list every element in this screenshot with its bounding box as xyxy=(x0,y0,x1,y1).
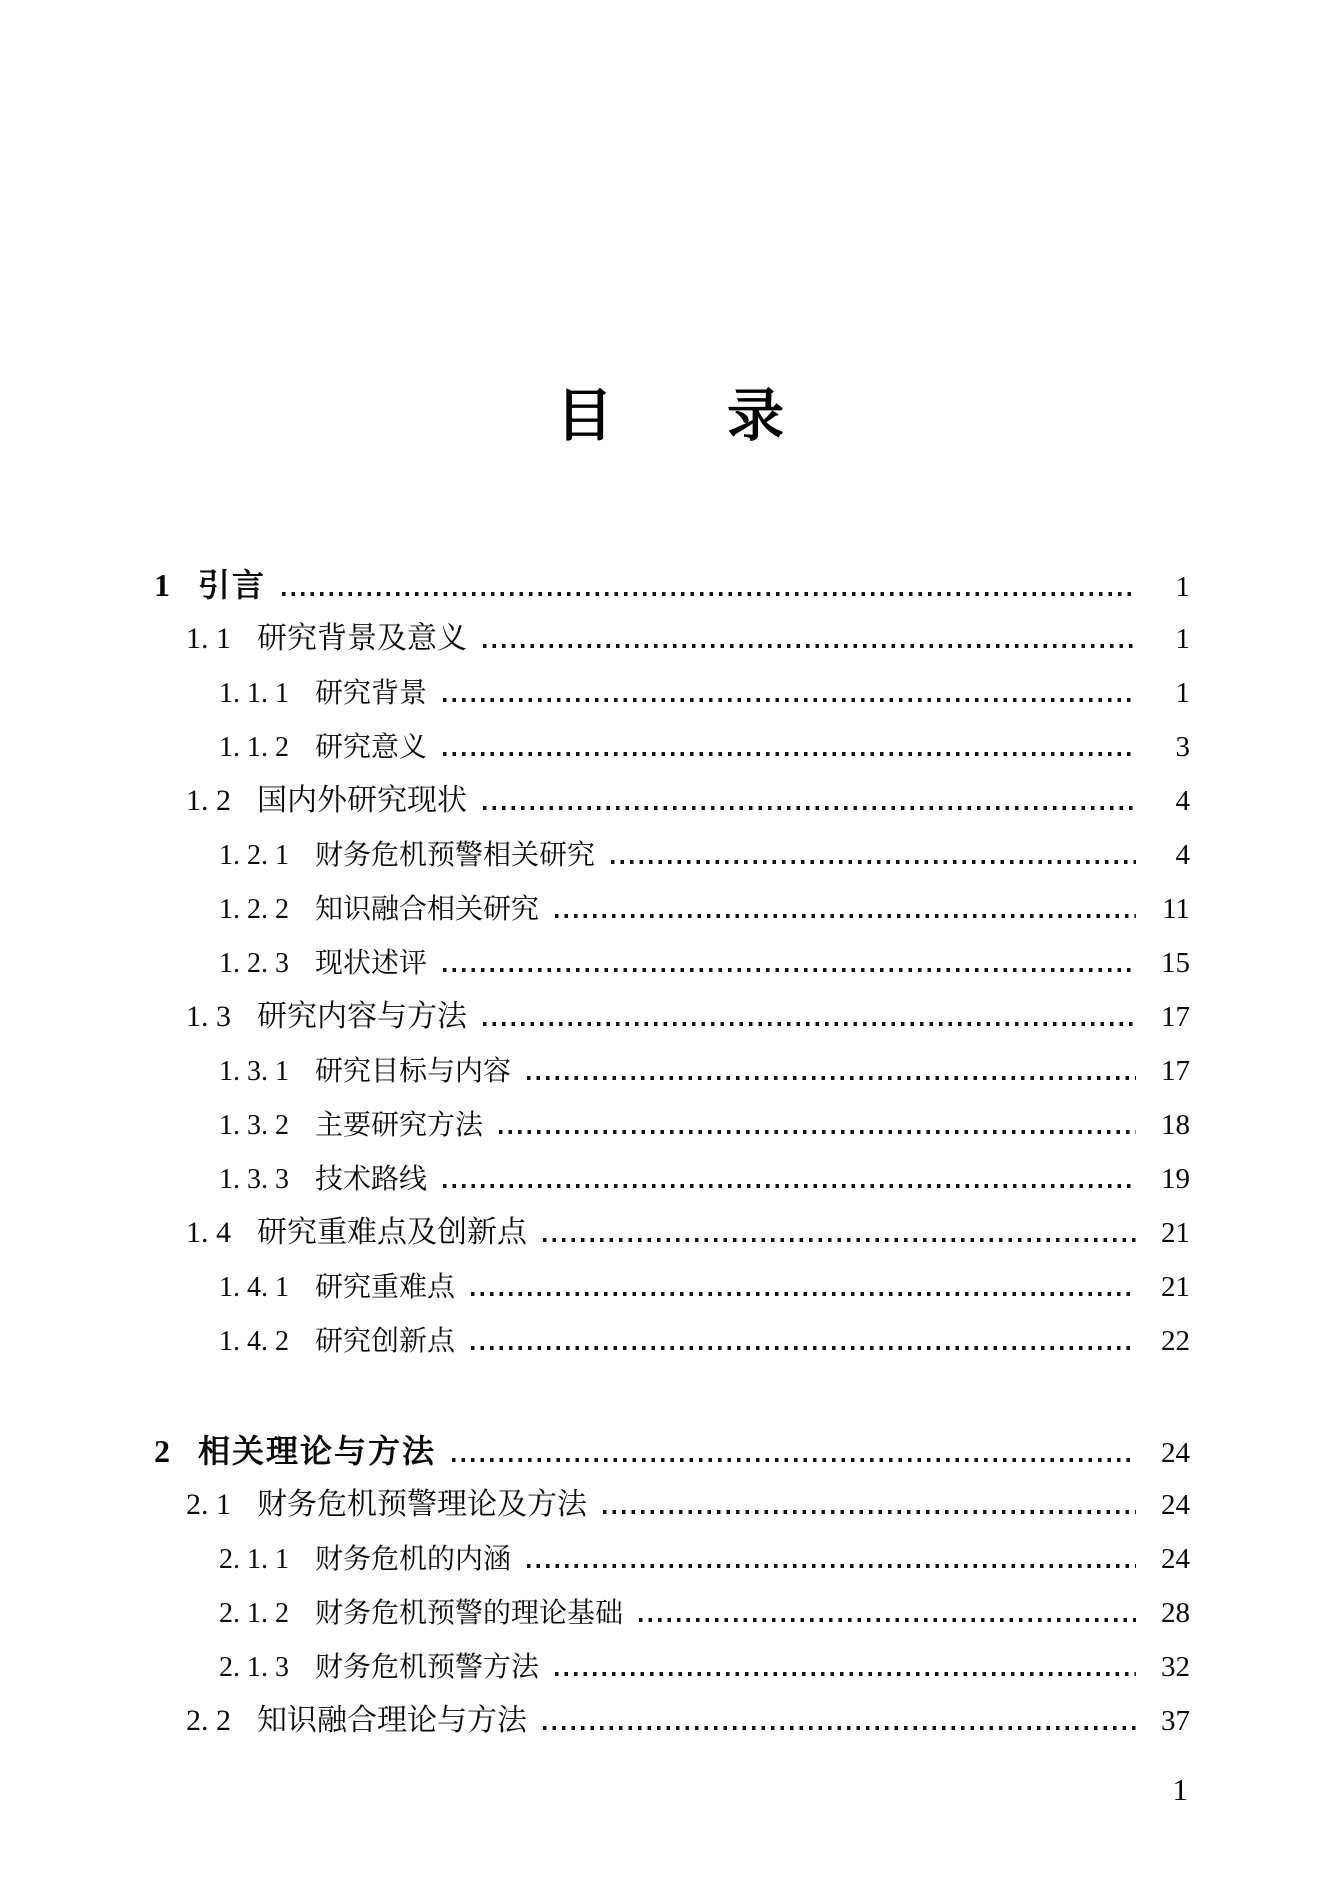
entry-title: 研究创新点 xyxy=(315,1326,456,1357)
entry-title: 财务危机预警方法 xyxy=(315,1652,540,1683)
entry-page-number: 11 xyxy=(1162,893,1190,925)
toc-entry xyxy=(154,882,1190,936)
dot-leader xyxy=(471,1292,1136,1296)
entry-title: 研究内容与方法 xyxy=(257,1000,467,1033)
toc-entry xyxy=(154,612,1190,666)
toc-entry xyxy=(154,1532,1190,1586)
entry-title: 引言 xyxy=(198,567,267,603)
entry-number: 1. 3. 2 xyxy=(219,1110,289,1141)
dot-leader xyxy=(527,1076,1136,1080)
dot-leader xyxy=(639,1618,1136,1622)
entry-number: 1. 2. 1 xyxy=(219,840,289,871)
entry-page-number: 4 xyxy=(1175,839,1190,871)
entry-title: 研究重难点及创新点 xyxy=(257,1216,527,1249)
footer-page-number: 1 xyxy=(1172,1772,1188,1807)
toc-entry xyxy=(154,774,1190,828)
entry-page-number: 24 xyxy=(1161,1437,1190,1469)
entry-page-number: 17 xyxy=(1161,1001,1190,1033)
entry-number: 1. 2. 3 xyxy=(219,948,289,979)
toc-entry xyxy=(154,666,1190,720)
dot-leader xyxy=(555,914,1136,918)
entry-page-number: 4 xyxy=(1175,785,1190,817)
entry-page-number: 3 xyxy=(1175,731,1190,763)
dot-leader xyxy=(443,698,1136,702)
entry-number: 2. 2 xyxy=(186,1704,231,1737)
dot-leader xyxy=(483,806,1136,810)
entry-page-number: 18 xyxy=(1161,1109,1190,1141)
entry-page-number: 1 xyxy=(1175,677,1190,709)
dot-leader xyxy=(282,592,1136,596)
toc-entry xyxy=(154,1694,1190,1748)
toc-entry xyxy=(154,1640,1190,1694)
entry-number: 2 xyxy=(154,1433,170,1469)
entry-title: 知识融合相关研究 xyxy=(315,894,540,925)
entry-page-number: 1 xyxy=(1175,623,1190,655)
entry-number: 1. 3. 3 xyxy=(219,1164,289,1195)
page-title: 目 录 xyxy=(556,385,784,448)
dot-leader xyxy=(543,1238,1136,1242)
toc-entry xyxy=(154,1586,1190,1640)
toc-list xyxy=(154,558,1190,1748)
toc-entry xyxy=(154,1206,1190,1260)
entry-title: 研究背景及意义 xyxy=(257,622,467,655)
entry-number: 1. 1. 2 xyxy=(219,732,289,763)
dot-leader xyxy=(555,1672,1136,1676)
dot-leader xyxy=(443,1184,1136,1188)
entry-page-number: 22 xyxy=(1161,1325,1190,1357)
entry-page-number: 37 xyxy=(1161,1705,1190,1737)
toc-entry xyxy=(154,720,1190,774)
entry-number: 2. 1 xyxy=(186,1488,231,1521)
entry-title: 财务危机预警的理论基础 xyxy=(315,1598,624,1629)
dot-leader xyxy=(611,860,1136,864)
toc-entry xyxy=(154,1044,1190,1098)
toc-entry xyxy=(154,1152,1190,1206)
entry-number: 2. 1. 3 xyxy=(219,1652,289,1683)
entry-number: 1. 3 xyxy=(186,1000,231,1033)
entry-title: 知识融合理论与方法 xyxy=(257,1704,527,1737)
dot-leader xyxy=(603,1510,1136,1514)
entry-number: 1. 2. 2 xyxy=(219,894,289,925)
entry-number: 2. 1. 1 xyxy=(219,1544,289,1575)
toc-entry xyxy=(154,936,1190,990)
entry-title: 国内外研究现状 xyxy=(257,784,467,817)
dot-leader xyxy=(443,968,1136,972)
dot-leader xyxy=(452,1458,1136,1462)
entry-number: 1. 4. 2 xyxy=(219,1326,289,1357)
entry-title: 现状述评 xyxy=(315,948,428,979)
entry-title: 研究重难点 xyxy=(315,1272,456,1303)
toc-entry xyxy=(154,1314,1190,1368)
entry-page-number: 17 xyxy=(1161,1055,1190,1087)
entry-number: 1. 3. 1 xyxy=(219,1056,289,1087)
toc-entry xyxy=(154,990,1190,1044)
dot-leader xyxy=(543,1726,1136,1730)
toc-entry xyxy=(154,1260,1190,1314)
entry-page-number: 24 xyxy=(1161,1489,1190,1521)
entry-number: 1. 1 xyxy=(186,622,231,655)
entry-title: 财务危机预警相关研究 xyxy=(315,840,596,871)
entry-page-number: 21 xyxy=(1161,1271,1190,1303)
toc-entry xyxy=(154,1424,1190,1478)
entry-title: 财务危机预警理论及方法 xyxy=(257,1488,587,1521)
entry-number: 1. 4 xyxy=(186,1216,231,1249)
entry-number: 1. 4. 1 xyxy=(219,1272,289,1303)
toc-entry xyxy=(154,828,1190,882)
entry-number: 2. 1. 2 xyxy=(219,1598,289,1629)
entry-title: 技术路线 xyxy=(315,1164,428,1195)
entry-title: 财务危机的内涵 xyxy=(315,1544,512,1575)
dot-leader xyxy=(499,1130,1136,1134)
entry-title: 研究意义 xyxy=(315,732,428,763)
entry-number: 1 xyxy=(154,567,170,603)
entry-page-number: 28 xyxy=(1161,1597,1190,1629)
entry-page-number: 32 xyxy=(1161,1651,1190,1683)
entry-page-number: 15 xyxy=(1161,947,1190,979)
entry-page-number: 21 xyxy=(1161,1217,1190,1249)
dot-leader xyxy=(483,1022,1136,1026)
entry-page-number: 19 xyxy=(1161,1163,1190,1195)
entry-title: 相关理论与方法 xyxy=(198,1433,437,1469)
entry-title: 研究背景 xyxy=(315,678,428,709)
toc-entry xyxy=(154,1098,1190,1152)
dot-leader xyxy=(471,1346,1136,1350)
dot-leader xyxy=(443,752,1136,756)
entry-page-number: 24 xyxy=(1161,1543,1190,1575)
toc-entry xyxy=(154,558,1190,612)
entry-page-number: 1 xyxy=(1175,571,1190,603)
dot-leader xyxy=(483,644,1136,648)
toc-entry xyxy=(154,1478,1190,1532)
entry-number: 1. 1. 1 xyxy=(219,678,289,709)
entry-title: 研究目标与内容 xyxy=(315,1056,512,1087)
entry-number: 1. 2 xyxy=(186,784,231,817)
entry-title: 主要研究方法 xyxy=(315,1110,484,1141)
dot-leader xyxy=(527,1564,1136,1568)
